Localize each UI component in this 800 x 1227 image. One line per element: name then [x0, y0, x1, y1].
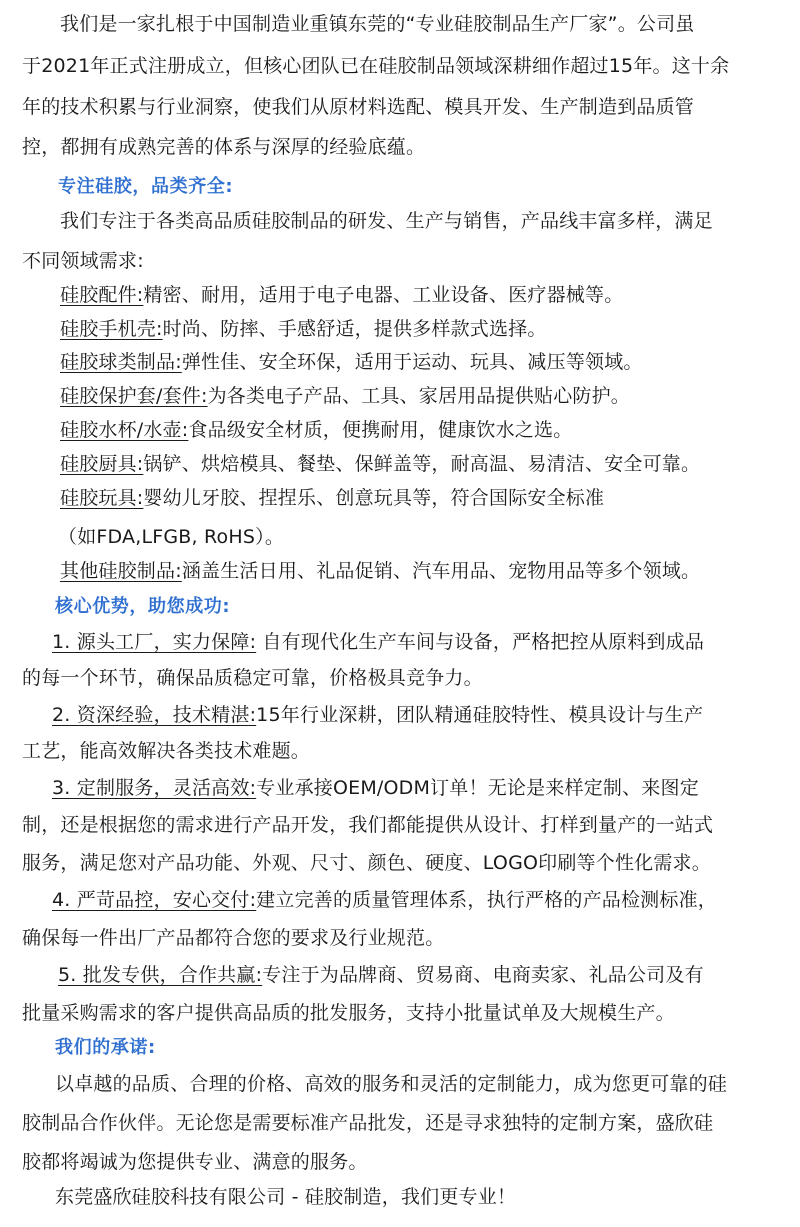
product-item-protective-cover — [0, 379, 800, 413]
product-description: 食品级安全材质，便携耐用，健康饮水之选。 — [188, 419, 573, 441]
advantage-text: 建立完善的质量管理体系，执行严格的产品检测标准， — [256, 889, 717, 911]
advantage-5 — [0, 958, 800, 992]
product-item-phone-case — [0, 312, 800, 346]
intro-line-2: 于2021年正式注册成立，但核心团队已在硅胶制品领域深耕细作超过15年。这十余 — [22, 55, 730, 77]
product-label: 硅胶保护套/套件: — [60, 385, 208, 407]
promise-line-1: 以卓越的品质、合理的价格、高效的服务和灵活的定制能力，成为您更可靠的硅 — [55, 1073, 728, 1095]
advantage-4-continued: 确保每一件出厂产品都符合您的要求及行业规范。 — [22, 927, 445, 949]
advantage-2 — [0, 698, 800, 732]
advantage-5-continued: 批量采购需求的客户提供高品质的批发服务，支持小批量试单及大规模生产。 — [22, 1002, 675, 1024]
product-item-toys-certifications: （如FDA,LFGB, RoHS）。 — [58, 526, 285, 548]
product-label: 硅胶手机壳: — [60, 318, 163, 340]
advantage-4 — [0, 883, 800, 917]
advantage-3 — [0, 771, 800, 805]
product-description: 时尚、防摔、手感舒适，提供多样款式选择。 — [162, 318, 547, 340]
advantage-label: 1. 源头工厂，实力保障: — [52, 631, 257, 653]
product-label: 硅胶球类制品: — [60, 351, 182, 373]
product-item-water-bottle — [0, 413, 800, 447]
advantage-text: 15年行业深耕，团队精通硅胶特性、模具设计与生产 — [256, 704, 704, 726]
section1-paragraph-line-1: 我们专注于各类高品质硅胶制品的研发、生产与销售，产品线丰富多样，满足 — [60, 210, 713, 232]
intro-line-4: 控，都拥有成熟完善的体系与深厚的经验底蕴。 — [22, 136, 426, 158]
advantage-1-continued: 的每一个环节，确保品质稳定可靠，价格极具竞争力。 — [22, 667, 483, 689]
product-description: 锅铲、烘焙模具、餐垫、保鲜盖等，耐高温、易清洁、安全可靠。 — [143, 453, 701, 475]
product-description: 精密、耐用，适用于电子电器、工业设备、医疗器械等。 — [143, 284, 624, 306]
advantage-label: 2. 资深经验，技术精湛: — [52, 704, 257, 726]
product-item-accessories — [0, 278, 800, 312]
product-description: 弹性佳、安全环保，适用于运动、玩具、减压等领域。 — [181, 351, 643, 373]
section1-paragraph-line-2: 不同领域需求: — [22, 250, 144, 272]
intro-line-1: 我们是一家扎根于中国制造业重镇东莞的“专业硅胶制品生产厂家”。公司虽 — [60, 13, 695, 35]
promise-line-2: 胶制品合作伙伴。无论您是需要标准产品批发，还是寻求独特的定制方案，盛欣硅 — [22, 1112, 714, 1134]
product-description: 涵盖生活日用、礼品促销、汽车用品、宠物用品等多个领域。 — [181, 560, 701, 582]
advantage-text: 自有现代化生产车间与设备，严格把控从原料到成品 — [262, 631, 705, 653]
section-heading-our-promise: 我们的承诺: — [55, 1037, 156, 1058]
product-label: 硅胶配件: — [60, 284, 144, 306]
intro-line-3: 年的技术积累与行业洞察，使我们从原材料选配、模具开发、生产制造到品质管 — [22, 96, 695, 118]
product-label: 硅胶厨具: — [60, 453, 144, 475]
company-signature-line: 东莞盛欣硅胶科技有限公司 - 硅胶制造，我们更专业！ — [55, 1186, 517, 1208]
advantage-label: 4. 严苛品控，安心交付: — [52, 889, 257, 911]
product-item-other — [0, 554, 800, 588]
advantage-3-continued-1: 制，还是根据您的需求进行产品开发，我们都能提供从设计、打样到量产的一站式 — [22, 814, 714, 836]
advantage-2-continued: 工艺，能高效解决各类技术难题。 — [22, 740, 311, 762]
advantage-label: 3. 定制服务，灵活高效: — [52, 777, 257, 799]
product-label: 硅胶玩具: — [60, 487, 144, 509]
product-description: 婴幼儿牙胶、捏捏乐、创意玩具等，符合国际安全标准 — [143, 487, 605, 509]
advantage-1 — [0, 625, 800, 659]
advantage-3-continued-2: 服务，满足您对产品功能、外观、尺寸、颜色、硬度、LOGO印刷等个性化需求。 — [22, 852, 711, 874]
section-heading-core-advantages: 核心优势，助您成功: — [55, 596, 231, 617]
product-label: 其他硅胶制品: — [60, 560, 182, 582]
product-label: 硅胶水杯/水壶: — [60, 419, 189, 441]
product-item-kitchenware — [0, 447, 800, 481]
section-heading-product-range: 专注硅胶，品类齐全: — [58, 176, 234, 197]
product-item-toys — [0, 481, 800, 515]
product-description: 为各类电子产品、工具、家居用品提供贴心防护。 — [207, 385, 631, 407]
advantage-text: 专业承接OEM/ODM订单！无论是来样定制、来图定 — [256, 777, 699, 799]
product-item-balls — [0, 345, 800, 379]
advantage-text: 专注于为品牌商、贸易商、电商卖家、礼品公司及有 — [262, 964, 704, 986]
promise-line-3: 胶都将竭诚为您提供专业、满意的服务。 — [22, 1151, 368, 1173]
advantage-label: 5. 批发专供，合作共赢: — [58, 964, 263, 986]
